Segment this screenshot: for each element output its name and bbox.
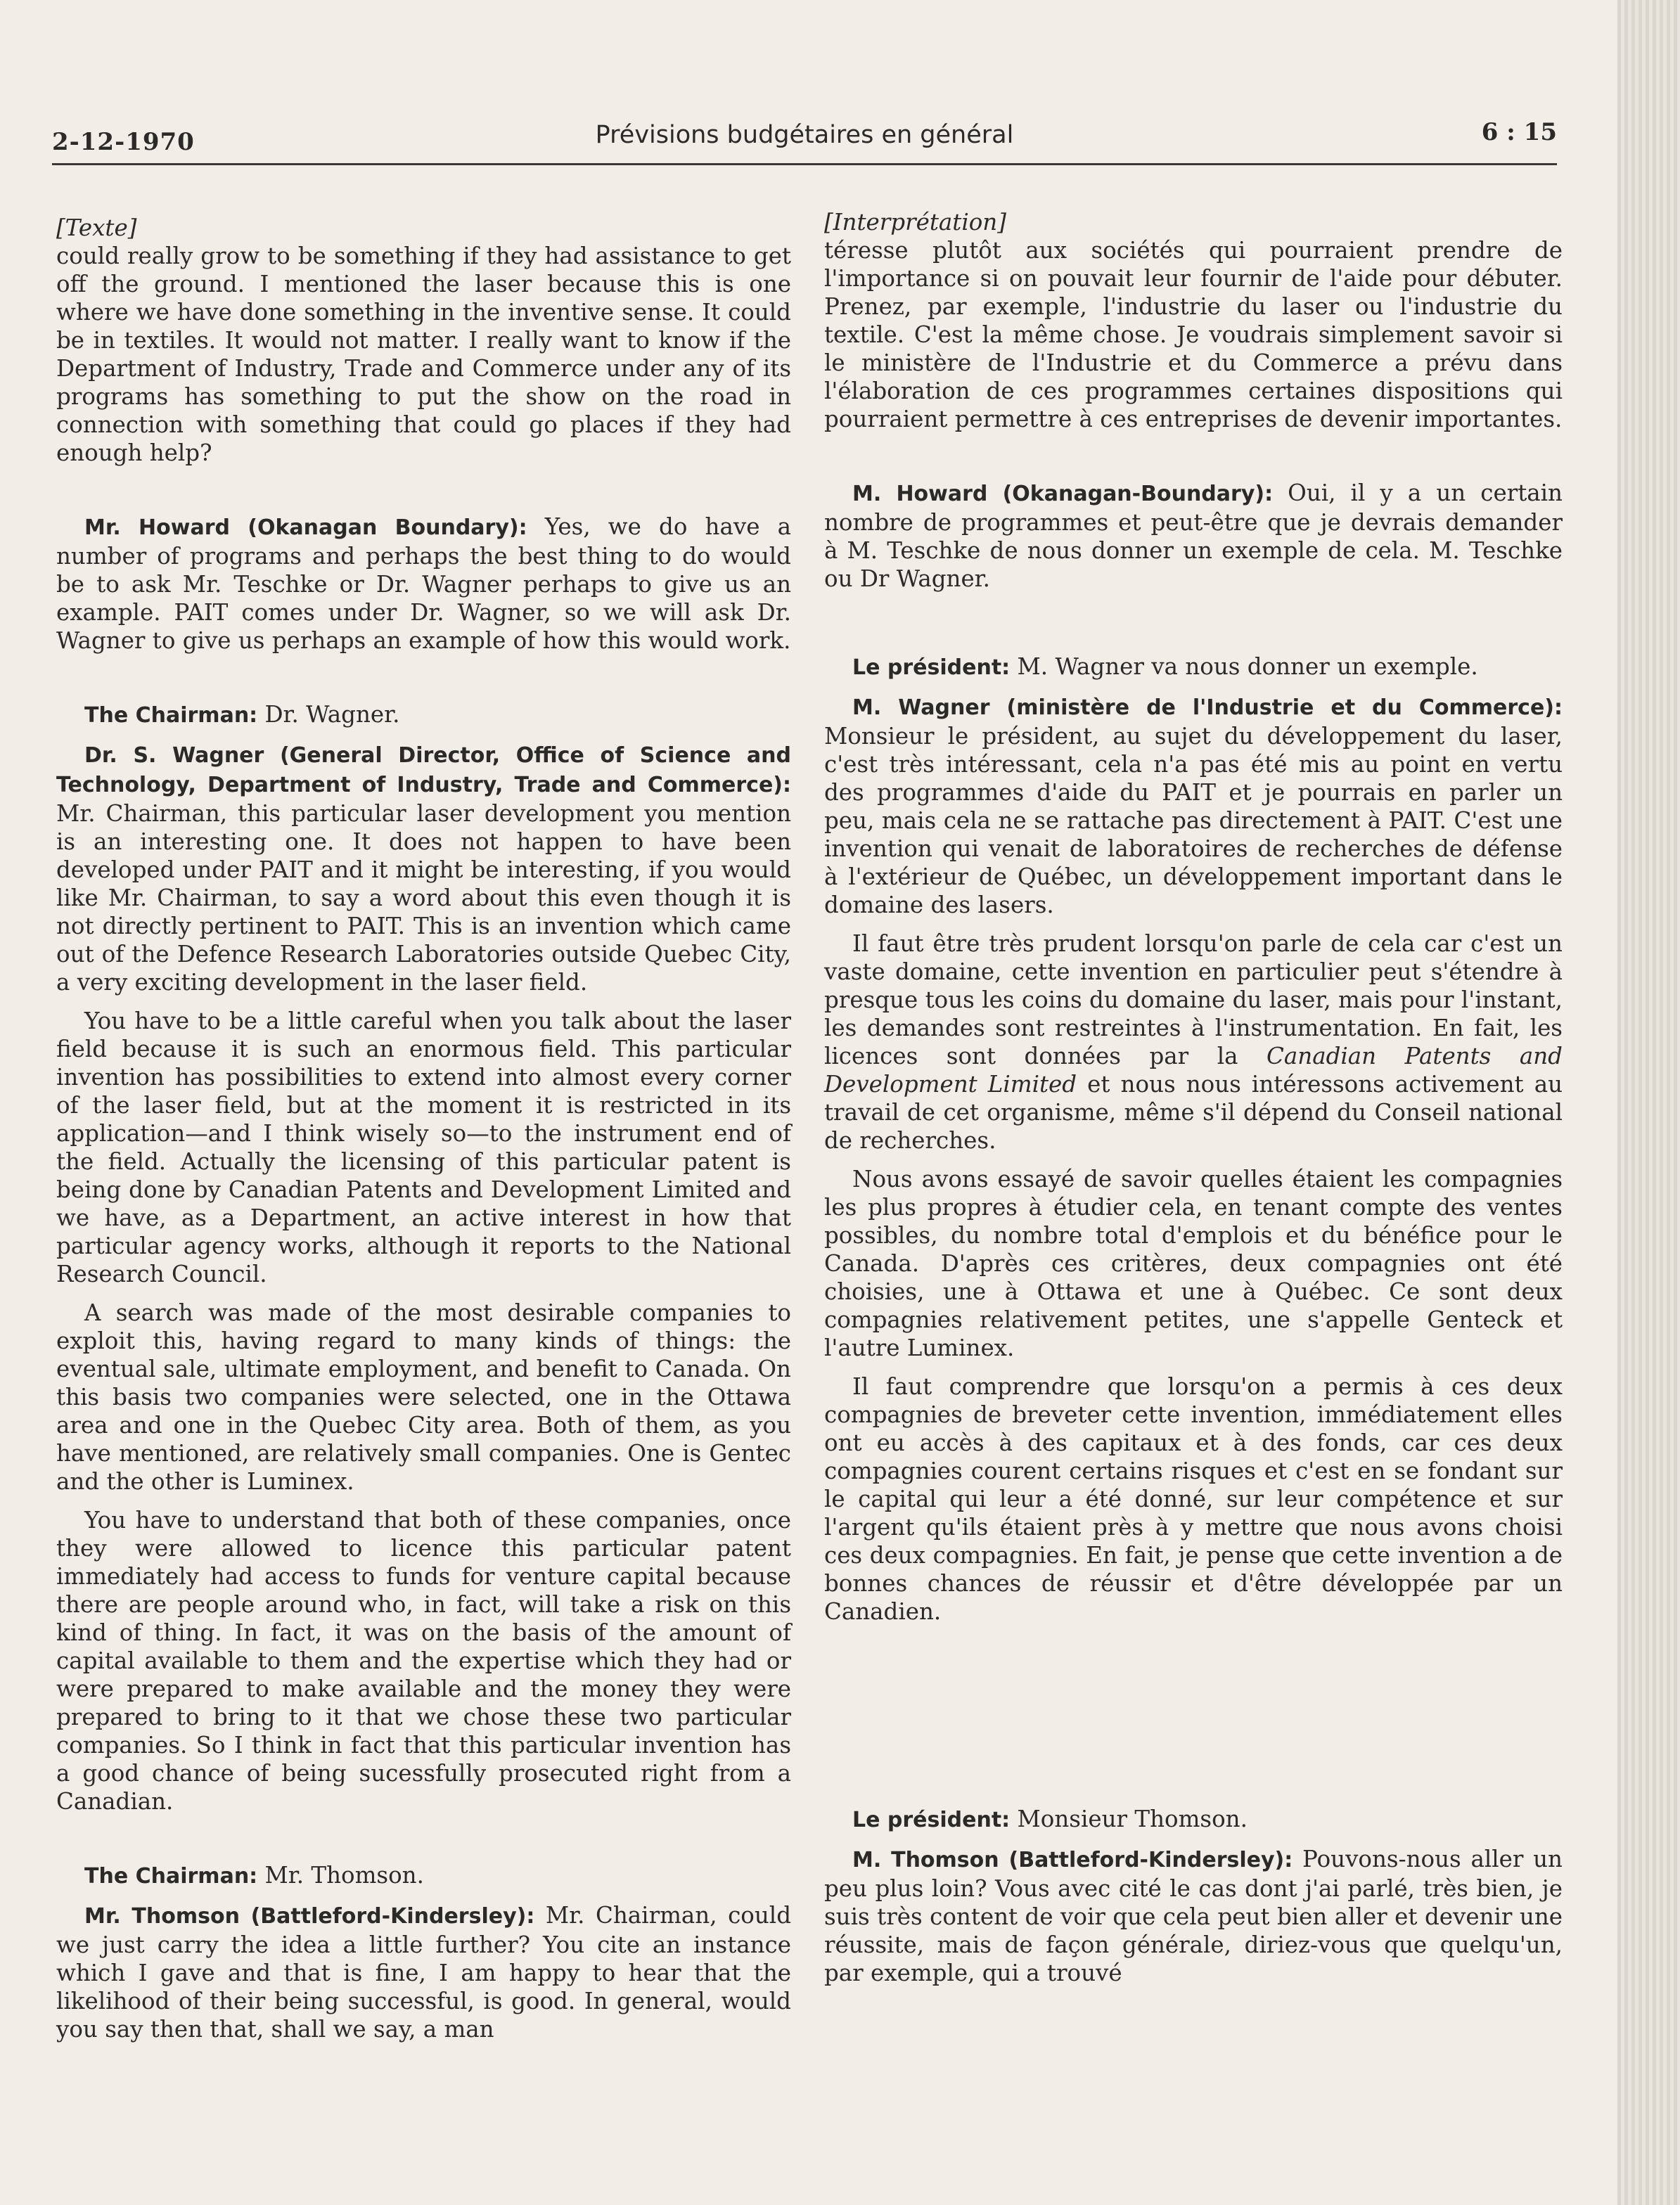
speech-text: Dr. Wagner.: [257, 701, 400, 728]
speech-text: Mr. Chairman, could we just carry the idea a little further? You cite an instance which I gave and that is fine, I am happy to hear that the likelihood of their being successful, is good. In general, would you say then that, shall we say, a man: [56, 1902, 791, 2043]
speech-text: Il faut être très prudent lorsqu'on parle de cela car c'est un vaste domaine, cette invention en particulier peut s'étendre à presque tous les coins du domaine du laser, mais pour l'instant, les demandes sont restreintes à l'instrumentation. En fait, les licences sont données par la: [824, 930, 1563, 1069]
speech-text: M. Wagner va nous donner un exemple.: [1010, 653, 1478, 680]
speech-text: Monsieur le président, au sujet du développement du laser, c'est très intéressant, cela n'a pas été mis au point en vertu des programmes d'aide du PAIT et je pourrais en parler un peu, mais cela ne se rattache pas directement à PAIT. C'est une invention qui venait de laboratoires de recherches de défense à l'extérieur de Québec, un développement important dans le domaine des lasers.: [824, 723, 1563, 918]
header-date: 2-12-1970: [52, 128, 195, 156]
paragraph: [824, 930, 1563, 1155]
spacer: [56, 1826, 791, 1861]
spacer: [56, 665, 791, 700]
french-column: [824, 208, 1563, 1998]
speech-text: et nous nous intéressons activement au travail de cet organisme, même s'il dépend du Conseil national de recherches.: [824, 1071, 1563, 1154]
header-rule: [52, 163, 1557, 165]
paragraph: Nous avons essayé de savoir quelles étaient les compagnies les plus propres à étudier cela, en tenant compte des ventes possibles, du nombre total d'emplois et du bénéfice pour le Canada. D'après ces critères, deux compagnies ont été choisies, une à Ottawa et une à Québec. Ce sont deux compagnies relativement petites, une s'appelle Genteck et l'autre Luminex.: [824, 1166, 1563, 1361]
paragraph: [824, 693, 1563, 919]
header-page-number: 6 : 15: [1481, 118, 1557, 146]
paragraph: [56, 700, 791, 730]
paragraph: Il faut comprendre que lorsqu'on a permis à ces deux compagnies de breveter cette invention, immédiatement elles ont eu accès à des capitaux et à des fonds, car ces deux compagnies courent certains risques et c'est en se fondant sur le capital qui leur a été donné, sur leur compétence et sur l'argent qu'ils étaient près à y mettre que nous avons choisi ces deux compagnies. En fait, je pense que cette invention a de bonnes chances de réussir et d'être développée par un Canadien.: [824, 1373, 1563, 1625]
speech-text: Monsieur Thomson.: [1010, 1806, 1248, 1832]
paragraph: [56, 1901, 791, 2043]
speaker-name: Mr. Thomson (Battleford-Kindersley):: [84, 1904, 535, 1929]
speaker-name: Le président:: [852, 1808, 1011, 1832]
speech-text: Yes, we do have a number of programs and perhaps the best thing to do would be to ask Mr. Teschke or Dr. Wagner perhaps to give us an example. PAIT comes under Dr. Wagner, so we will ask Dr. Wagner to give us perhaps an example of how this would work.: [56, 513, 791, 654]
speaker-name: M. Howard (Okanagan-Boundary):: [852, 482, 1274, 506]
speaker-name: Dr. S. Wagner (General Director, Office of Science and Technology, Department of Industry, Trade and Commerce):: [56, 743, 791, 797]
paragraph: [56, 740, 791, 996]
paragraph: [824, 652, 1563, 682]
paragraph: You have to understand that both of these companies, once they were allowed to licence this particular patent immediately had access to funds for venture capital because there are people around who, in fact, will take a risk on this kind of thing. In fact, it was on the basis of the amount of capital available to them and the expertise which they had or were prepared to make available and the money they were prepared to bring to it that we chose these two particular companies. So I think in fact that this particular invention has a good chance of being sucessfully prosecuted right from a Canadian.: [56, 1507, 791, 1815]
section-label-french: [Interprétation]: [824, 209, 1006, 236]
page-edge: [1617, 0, 1680, 2205]
speech-text: Mr. Thomson.: [257, 1862, 424, 1889]
speaker-name: M. Wagner (ministère de l'Industrie et du Commerce):: [852, 695, 1563, 720]
section-label-english: [Texte]: [56, 214, 137, 241]
paragraph: You have to be a little careful when you talk about the laser field because it is such an enormous field. This particular invention has possibilities to extend into almost every corner of the laser field, but at the moment it is restricted in its application—and I think wisely so—to the instrument end of the field. Actually the licensing of this particular patent is being done by Canadian Patents and Development Limited and we have, as a Department, an active interest in how that particular agency works, although it reports to the National Research Council.: [56, 1008, 791, 1287]
paragraph: A search was made of the most desirable companies to exploit this, having regard to many kinds of things: the eventual sale, ultimate employment, and benefit to Canada. On this basis two companies were selected, one in the Ottawa area and one in the Quebec City area. Both of them, as you have mentioned, are relatively small companies. One is Gentec and the other is Luminex.: [56, 1299, 791, 1495]
spacer: [824, 1636, 1563, 1805]
paragraph: [824, 1845, 1563, 1987]
speaker-name: The Chairman:: [84, 703, 258, 728]
spacer: [56, 477, 791, 513]
spacer: [824, 444, 1563, 479]
paragraph: [56, 513, 791, 655]
paragraph: could really grow to be something if they had assistance to get off the ground. I mentioned the laser because this is one where we have done something in the inventive sense. It could be in textiles. It would not matter. I really want to know if the Department of Industry, Trade and Commerce under any of its programs has something to put the show on the road in connection with something that could go places if they had enough help?: [56, 243, 791, 466]
speaker-name: Le président:: [852, 655, 1011, 680]
english-column: [56, 214, 791, 2054]
paragraph: [824, 1805, 1563, 1834]
speech-text: Oui, il y a un certain nombre de programmes et peut-être que je devrais demander à M. Teschke de nous donner un exemple de cela. M. Teschke ou Dr Wagner.: [824, 480, 1563, 592]
speech-text: Pouvons-nous aller un peu plus loin? Vous avec cité le cas dont j'ai parlé, très bien, je suis très content de voir que cela peut bien aller et devenir une réussite, mais de façon générale, diriez-vous que quelqu'un, par exemple, qui a trouvé: [824, 1846, 1563, 1986]
speaker-name: Mr. Howard (Okanagan Boundary):: [84, 515, 527, 540]
paragraph: [824, 479, 1563, 593]
speech-text: Mr. Chairman, this particular laser development you mention is an interesting one. It does not happen to have been developed under PAIT and it might be interesting, if you would like Mr. Chairman, to say a word about this even though it is not directly pertinent to PAIT. This is an invention which came out of the Defence Research Laboratories outside Quebec City, a very exciting development in the laser field.: [56, 800, 791, 996]
organization-name: Canadian Patents and Development Limited: [824, 1043, 1563, 1098]
spacer: [824, 603, 1563, 652]
paragraph: téresse plutôt aux sociétés qui pourraient prendre de l'importance si on pouvait leur fournir de l'aide pour débuter. Prenez, par exemple, l'industrie du laser ou l'industrie du textile. C'est la même chose. Je voudrais simplement savoir si le ministère de l'Industrie et du Commerce a prévu dans l'élaboration de ces programmes certaines dispositions qui pourraient permettre à ces entreprises de devenir importantes.: [824, 237, 1563, 432]
paragraph: [56, 1861, 791, 1891]
speaker-name: M. Thomson (Battleford-Kindersley):: [852, 1848, 1293, 1872]
running-header: [52, 118, 1557, 160]
header-title: Prévisions budgétaires en général: [595, 121, 1014, 149]
speaker-name: The Chairman:: [84, 1864, 258, 1889]
